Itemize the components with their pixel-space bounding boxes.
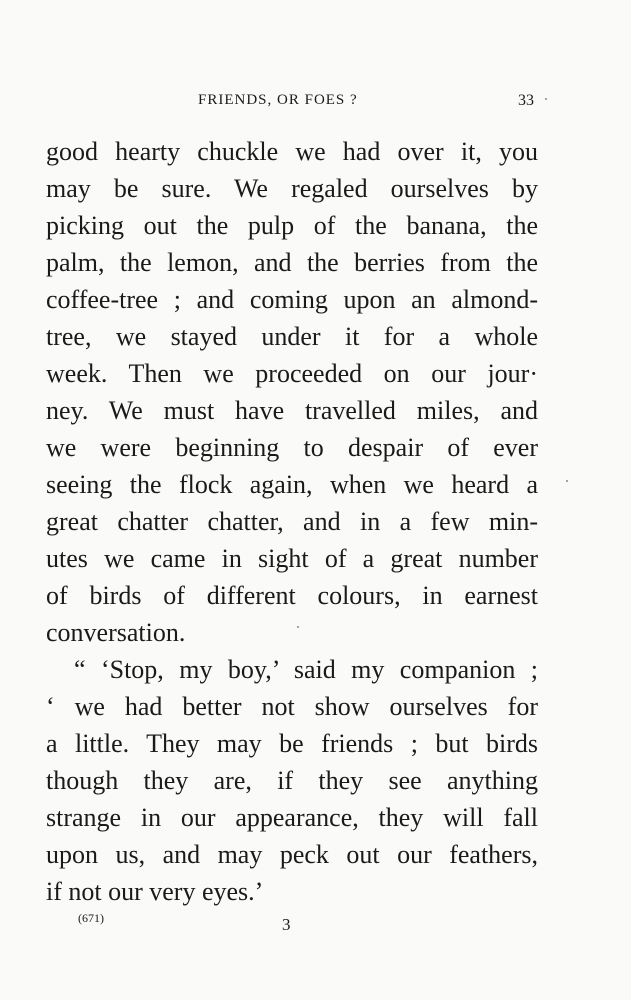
- text-line: coffee-tree ; and coming upon an almond-: [46, 285, 538, 314]
- text-line: good hearty chuckle we had over it, you: [46, 137, 538, 166]
- text-line: we were beginning to despair of ever: [46, 433, 538, 462]
- text-line: ‘ we had better not show ourselves for: [46, 692, 538, 721]
- text-line: palm, the lemon, and the berries from the: [46, 248, 538, 277]
- text-line: utes we came in sight of a great number: [46, 544, 538, 573]
- text-line: of birds of different colours, in earnest: [46, 581, 538, 610]
- text-line: tree, we stayed under it for a whole: [46, 322, 538, 351]
- print-speck: [297, 626, 299, 628]
- text-line: a little. They may be friends ; but birds: [46, 729, 538, 758]
- text-line: picking out the pulp of the banana, the: [46, 211, 538, 240]
- paragraph-start-line: “ ‘Stop, my boy,’ said my companion ;: [74, 655, 538, 684]
- page-number: 33: [518, 92, 534, 109]
- text-line: great chatter chatter, and in a few min-: [46, 507, 538, 536]
- paragraph-end-line: if not our very eyes.’: [46, 877, 264, 906]
- text-line: week. Then we proceeded on our jour·: [46, 359, 538, 388]
- printer-code: (671): [78, 911, 104, 925]
- text-line: though they are, if they see anything: [46, 766, 538, 795]
- page-header: [0, 92, 631, 116]
- text-line: strange in our appearance, they will fall: [46, 803, 538, 832]
- print-speck: [545, 98, 547, 100]
- page-footer: [0, 911, 631, 935]
- paragraph-end-line: conversation.: [46, 618, 186, 647]
- text-line: upon us, and may peck out our feathers,: [46, 840, 538, 869]
- running-title: FRIENDS, OR FOES ?: [198, 92, 358, 108]
- text-line: seeing the flock again, when we heard a: [46, 470, 538, 499]
- text-line: ney. We must have travelled miles, and: [46, 396, 538, 425]
- print-speck: [566, 480, 568, 482]
- signature-mark: 3: [282, 915, 291, 934]
- text-line: may be sure. We regaled ourselves by: [46, 174, 538, 203]
- body-text: [46, 133, 538, 910]
